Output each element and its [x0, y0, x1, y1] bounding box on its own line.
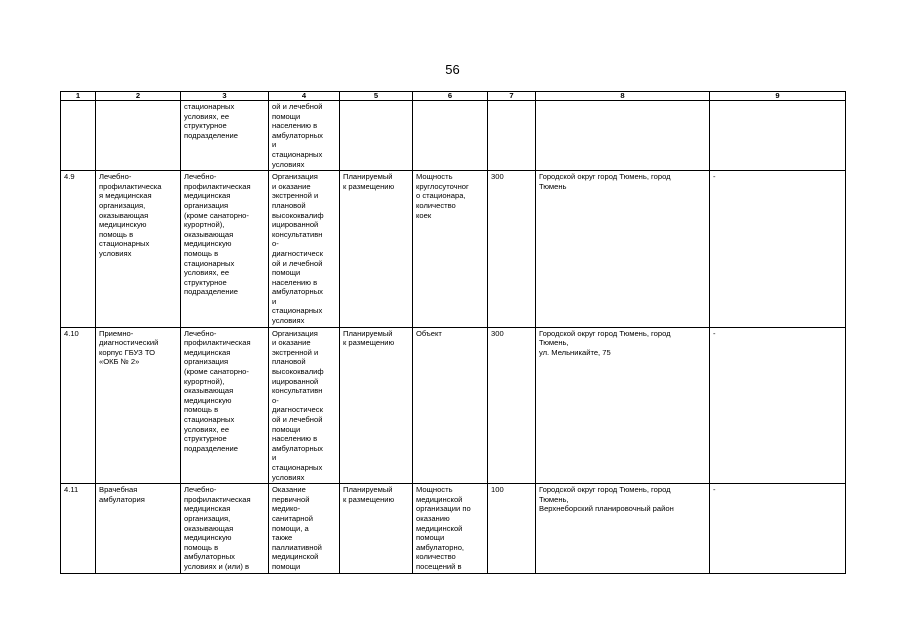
- cell-object-type: Лечебно- профилактическая медицинская организация (кроме санаторно- курортной), оказывающая медицинскую помощь в стационарных условиях, ее структурное подразделение: [181, 327, 269, 484]
- cell-location: Городской округ город Тюмень, город Тюмень: [536, 171, 710, 328]
- cell-status: Планируемый к размещению: [340, 484, 413, 573]
- table-header-row: [61, 92, 846, 101]
- table-row: [61, 101, 846, 171]
- cell-object-name: Лечебно- профилактическа я медицинская организация, оказывающая медицинскую помощь в стационарных условиях: [96, 171, 181, 328]
- cell-object-name: [96, 101, 181, 171]
- column-header: 7: [488, 92, 536, 101]
- page-number: 56: [445, 62, 460, 77]
- cell-value: 300: [488, 171, 536, 328]
- cell-zone: -: [710, 484, 846, 573]
- cell-characteristic: Объект: [413, 327, 488, 484]
- cell-status: Планируемый к размещению: [340, 171, 413, 328]
- cell-location: [536, 101, 710, 171]
- cell-object-name: Приемно- диагностический корпус ГБУЗ ТО «ОКБ № 2»: [96, 327, 181, 484]
- cell-characteristic: Мощность медицинской организации по оказанию медицинской помощи амбулаторно, количество посещений в: [413, 484, 488, 573]
- cell-value: 300: [488, 327, 536, 484]
- cell-characteristic: Мощность круглосуточног о стационара, количество коек: [413, 171, 488, 328]
- column-header: 9: [710, 92, 846, 101]
- cell-zone: [710, 101, 846, 171]
- table-row: [61, 484, 846, 573]
- column-header: 6: [413, 92, 488, 101]
- cell-characteristic: [413, 101, 488, 171]
- cell-purpose: Организация и оказание экстренной и плановой высококвалиф ицированной консультативн о- диагностическ ой и лечебной помощи населению в амбулаторных и стационарных условиях: [269, 171, 340, 328]
- column-header: 1: [61, 92, 96, 101]
- cell-object-type: Лечебно- профилактическая медицинская организация (кроме санаторно- курортной), оказывающая медицинскую помощь в стационарных условиях, ее структурное подразделение: [181, 171, 269, 328]
- cell-status: [340, 101, 413, 171]
- data-table: [60, 91, 846, 574]
- cell-value: 100: [488, 484, 536, 573]
- cell-status: Планируемый к размещению: [340, 327, 413, 484]
- cell-purpose: ой и лечебной помощи населению в амбулаторных и стационарных условиях: [269, 101, 340, 171]
- cell-location: Городской округ город Тюмень, город Тюмень, ул. Мельникайте, 75: [536, 327, 710, 484]
- cell-value: [488, 101, 536, 171]
- cell-object-type: стационарных условиях, ее структурное подразделение: [181, 101, 269, 171]
- cell-number: 4.9: [61, 171, 96, 328]
- column-header: 8: [536, 92, 710, 101]
- cell-number: [61, 101, 96, 171]
- cell-number: 4.10: [61, 327, 96, 484]
- cell-zone: -: [710, 171, 846, 328]
- cell-purpose: Организация и оказание экстренной и плановой высококвалиф ицированной консультативн о- диагностическ ой и лечебной помощи населению в амбулаторных и стационарных условиях: [269, 327, 340, 484]
- column-header: 3: [181, 92, 269, 101]
- table-row: [61, 327, 846, 484]
- cell-purpose: Оказание первичной медико- санитарной помощи, а также паллиативной медицинской помощи: [269, 484, 340, 573]
- cell-zone: -: [710, 327, 846, 484]
- column-header: 5: [340, 92, 413, 101]
- table-row: [61, 171, 846, 328]
- column-header: 2: [96, 92, 181, 101]
- cell-number: 4.11: [61, 484, 96, 573]
- cell-object-name: Врачебная амбулатория: [96, 484, 181, 573]
- cell-location: Городской округ город Тюмень, город Тюмень, Верхнеборский планировочный район: [536, 484, 710, 573]
- column-header: 4: [269, 92, 340, 101]
- cell-object-type: Лечебно- профилактическая медицинская организация, оказывающая медицинскую помощь в амбулаторных условиях и (или) в: [181, 484, 269, 573]
